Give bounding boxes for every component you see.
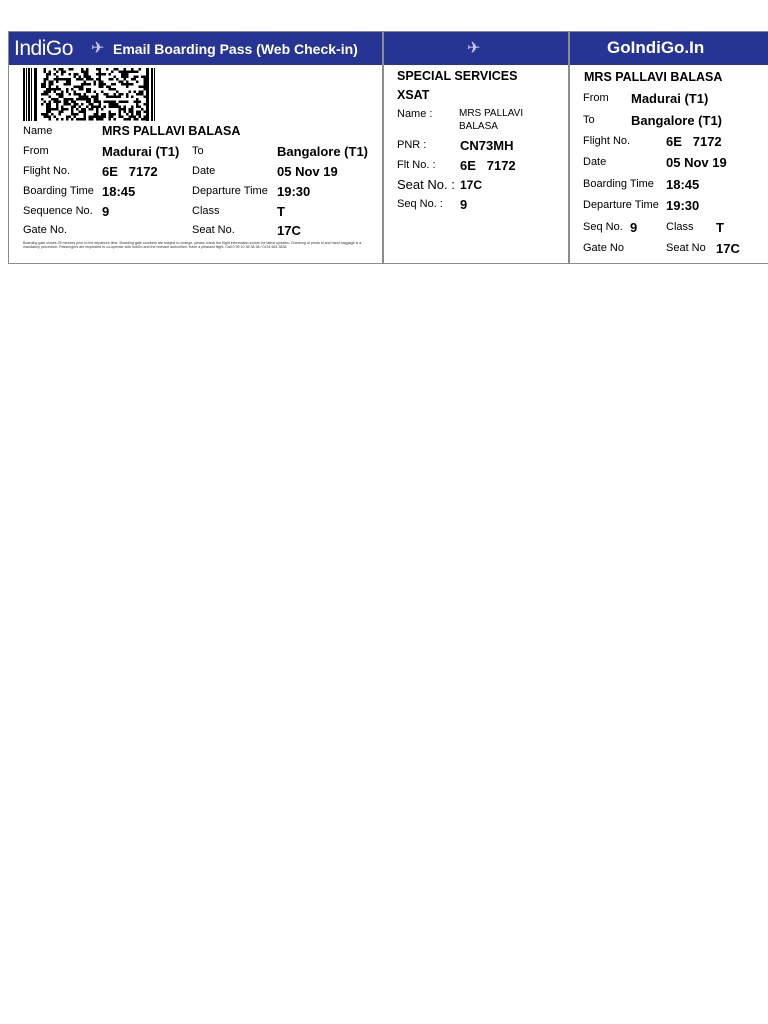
seq-value: 9	[460, 197, 468, 212]
name-value-line1: MRS PALLAVI	[459, 108, 524, 119]
boarding-time-label: Boarding Time	[23, 185, 94, 197]
class-value: T	[277, 204, 285, 219]
main-section	[9, 65, 382, 263]
stub-flight-value: 6E 7172	[666, 134, 722, 149]
date-label: Date	[192, 165, 216, 177]
stub-class-value: T	[716, 220, 724, 235]
flight-value: 6E 7172	[102, 164, 158, 179]
site-name: GoIndiGo.In	[607, 38, 705, 57]
seat-label: Seat No.	[192, 224, 235, 236]
to-label: To	[192, 145, 204, 157]
boarding-pass	[8, 31, 768, 264]
brand-logo: IndiGo	[14, 37, 73, 60]
stub-seq-value: 9	[630, 220, 638, 235]
name-label: Name	[23, 125, 53, 137]
stub-class-label: Class	[666, 221, 694, 233]
stub-seq-label: Seq No.	[583, 221, 623, 233]
seat-value: 17C	[460, 178, 483, 192]
seq-label: Seq No. :	[397, 198, 443, 210]
flt-label: Flt No. :	[397, 159, 436, 171]
sequence-label: Sequence No.	[23, 205, 93, 217]
stub-from-label: From	[583, 92, 609, 104]
airplane-icon: ✈	[91, 40, 105, 57]
stub-gate-label: Gate No	[583, 242, 624, 254]
flight-label: Flight No.	[23, 165, 71, 177]
stub-to-value: Bangalore (T1)	[631, 113, 723, 128]
boarding-time-value: 18:45	[102, 184, 136, 199]
departure-time-value: 19:30	[277, 184, 311, 199]
sequence-value: 9	[102, 204, 110, 219]
stub-date-label: Date	[583, 156, 607, 168]
stub-flight-label: Flight No.	[583, 135, 631, 147]
special-services-value: XSAT	[397, 88, 430, 102]
stub-from-value: Madurai (T1)	[631, 91, 709, 106]
stub-section	[570, 65, 768, 263]
from-value: Madurai (T1)	[102, 144, 180, 159]
fine-print: Boarding gate closes 25 minutes prior to the departure time. Boarding gate numbers are subject to change, please check the flight information screen for latest updates. Checking of photo id and hand baggage is a mandatory procedure. Passengers are requested to co-operate with IndiGo and the relevant authorities. Have a pleasant flight. Call 0 99 10 38 38 38 / 0124 661 3838	[23, 241, 362, 250]
seat-value: 17C	[277, 223, 301, 238]
middle-section	[384, 65, 568, 263]
stub-boarding-label: Boarding Time	[583, 178, 654, 190]
stub-seat-value: 17C	[716, 241, 740, 256]
name-label: Name :	[397, 108, 433, 120]
from-label: From	[23, 145, 49, 157]
gate-label: Gate No.	[23, 224, 68, 236]
stub-departure-value: 19:30	[666, 198, 700, 213]
pass-title: Email Boarding Pass (Web Check-in)	[113, 41, 358, 57]
special-services-label: SPECIAL SERVICES	[397, 69, 518, 83]
name-value-line2: BALASA	[459, 121, 498, 132]
seat-label: Seat No. :	[397, 177, 455, 192]
to-value: Bangalore (T1)	[277, 144, 369, 159]
stub-boarding-value: 18:45	[666, 177, 700, 192]
date-value: 05 Nov 19	[277, 164, 338, 179]
stub-name-value: MRS PALLAVI BALASA	[584, 70, 723, 84]
stub-seat-label: Seat No	[666, 242, 706, 254]
pnr-value: CN73MH	[460, 138, 514, 153]
stub-departure-label: Departure Time	[583, 199, 659, 211]
stub-date-value: 05 Nov 19	[666, 155, 727, 170]
stub-to-label: To	[583, 114, 595, 126]
class-label: Class	[192, 205, 220, 217]
departure-time-label: Departure Time	[192, 185, 268, 197]
header-bar	[9, 32, 768, 65]
barcode	[23, 68, 156, 121]
name-value: MRS PALLAVI BALASA	[102, 124, 241, 138]
airplane-icon: ✈	[467, 40, 481, 57]
flt-value: 6E 7172	[460, 158, 516, 173]
pnr-label: PNR :	[397, 139, 427, 151]
